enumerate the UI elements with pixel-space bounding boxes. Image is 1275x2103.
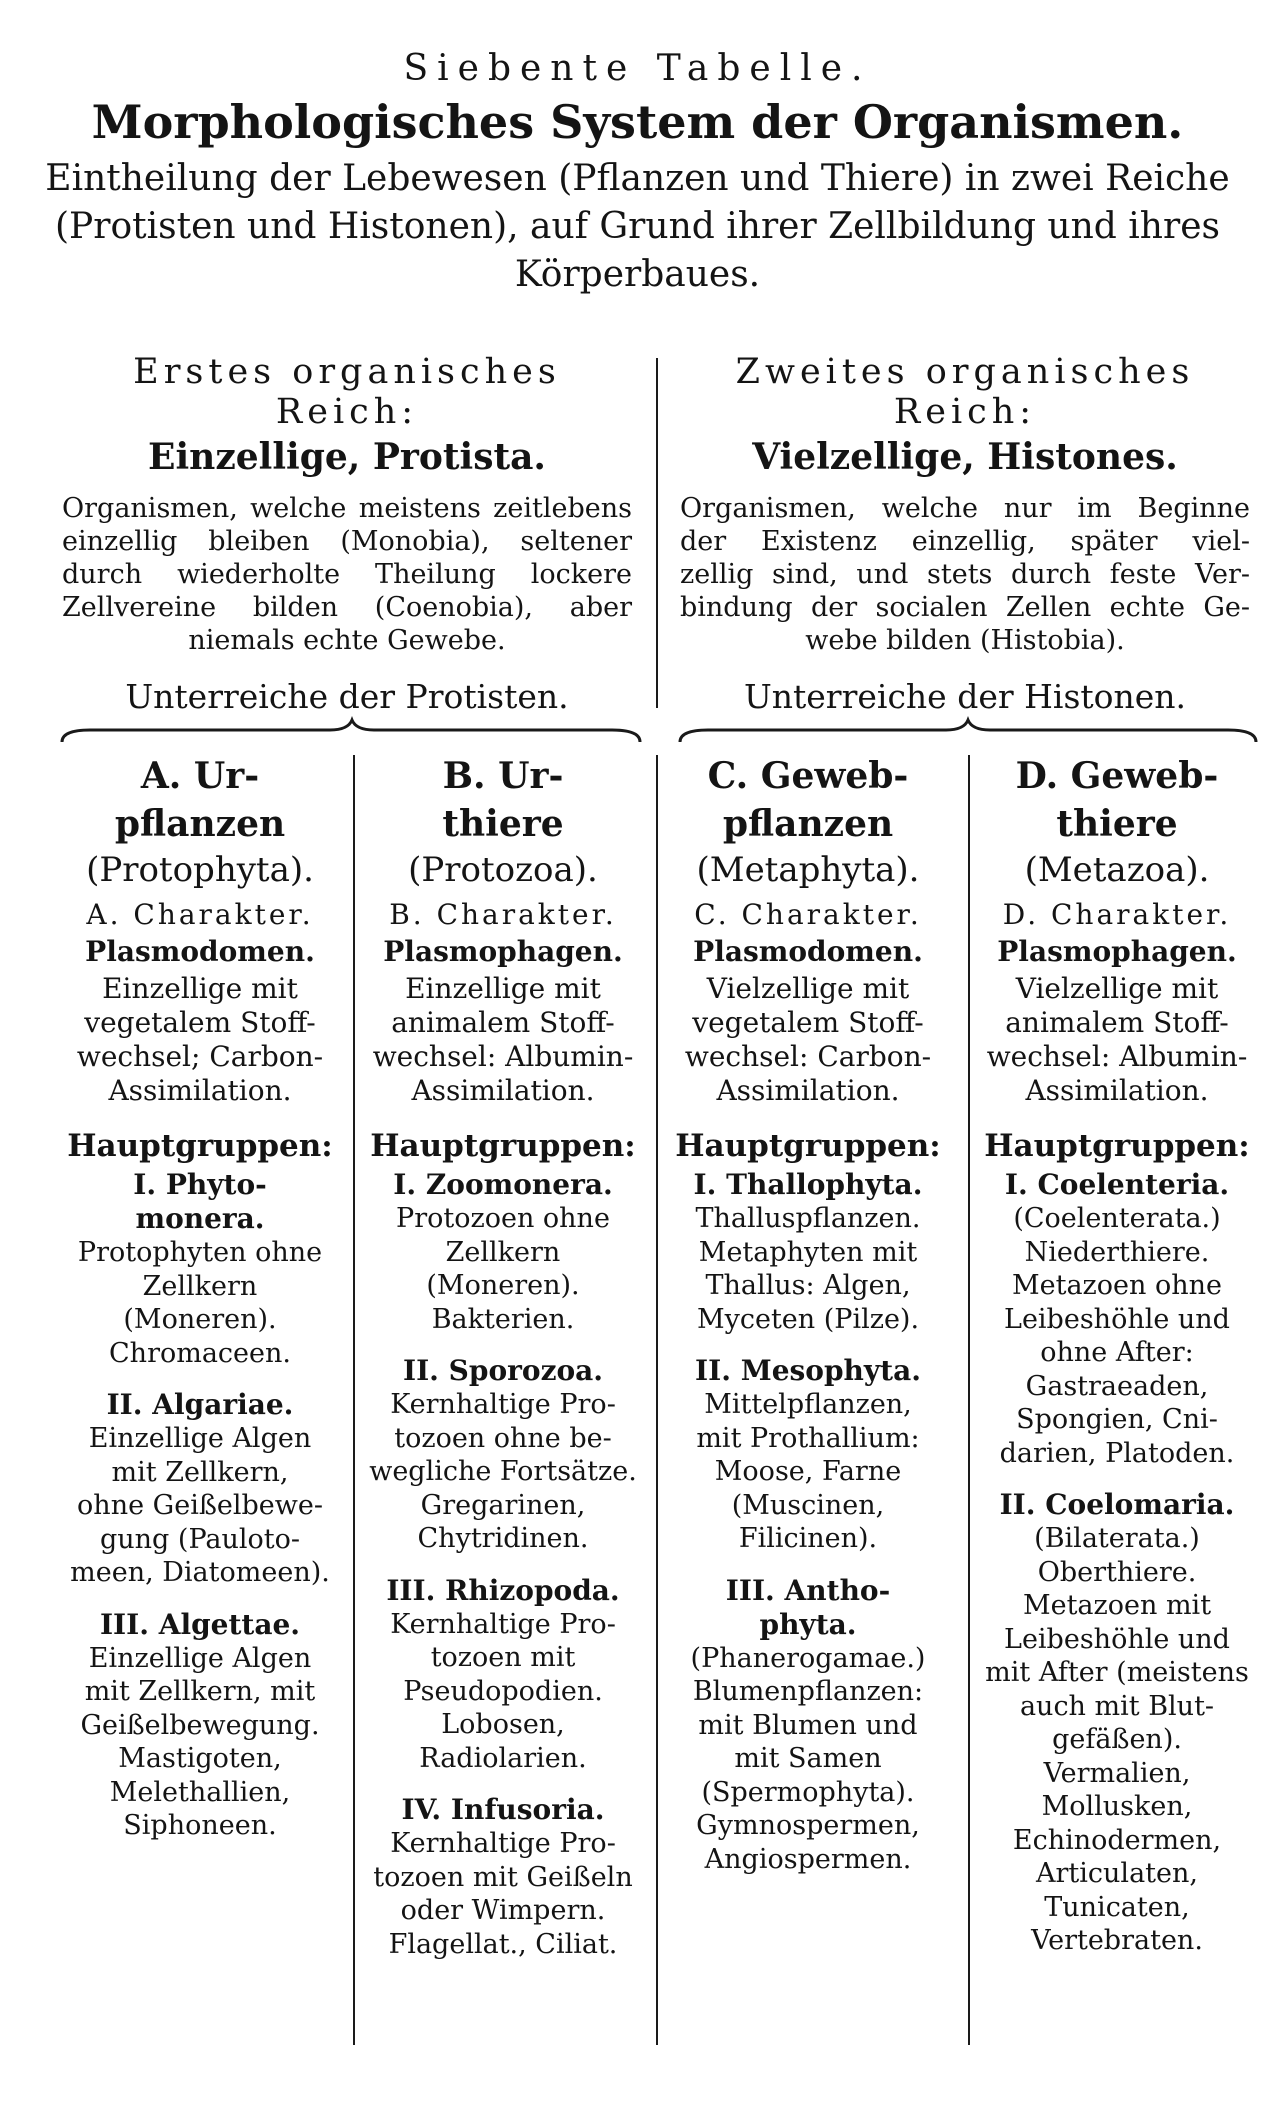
group-description-line: Protophyten ohne — [77, 1237, 323, 1268]
group-description — [358, 1202, 648, 1336]
description-line: Vielzellige mit — [706, 972, 910, 1005]
column-protozoa — [358, 752, 648, 1961]
group-description-line: Mastigoten, — [118, 1743, 282, 1774]
column-divider — [353, 755, 355, 2045]
group-description-line: mit Samen — [734, 1743, 882, 1774]
page-title: Morphologisches System der Organismen. — [91, 95, 1184, 149]
group-description-line: Articulaten, — [1036, 1858, 1198, 1889]
description-line: wechsel: Albumin- — [372, 1040, 634, 1073]
group-name — [55, 1388, 345, 1422]
group-name — [972, 1168, 1262, 1202]
group-description-line: meen, Diatomeen). — [70, 1557, 330, 1588]
group-description-line: tozoen mit Geißeln — [373, 1861, 633, 1893]
character-description — [55, 972, 345, 1108]
group-description-line: Tunicaten, — [1044, 1891, 1190, 1923]
description-line: Assimilation. — [716, 1074, 900, 1107]
group-description-line: Lobosen, — [441, 1709, 565, 1740]
character-label: B. Charakter. — [389, 898, 617, 931]
kingdom-heading: Erstes organisches Reich: — [133, 352, 561, 432]
kingdom-name: Einzellige, Protista. — [148, 436, 546, 478]
group-description — [358, 1608, 648, 1776]
nutrition-kind: Plasmodomen. — [85, 935, 315, 968]
group-description-line: tozoen ohne be- — [394, 1422, 612, 1454]
kingdom-protista — [62, 352, 632, 716]
group-description-line: oder Wimpern. — [400, 1895, 606, 1926]
subtitle — [0, 155, 1275, 299]
group-description-line: Gregarinen, — [420, 1489, 586, 1521]
column-title-line: pflanzen — [722, 803, 894, 845]
group-name-line: III. Rhizopoda. — [386, 1573, 620, 1607]
character-label: D. Charakter. — [1002, 898, 1232, 931]
description-line: Organismen, welche nur im Beginne — [680, 493, 1250, 524]
group-description-line: Niederthiere. — [1024, 1236, 1210, 1268]
description-line: zellig sind, und stets durch feste Ver- — [680, 559, 1250, 590]
subtitle-line: (Protisten und Histonen), auf Grund ihrer Zellbildung und ihres — [55, 206, 1220, 247]
group-description — [663, 1388, 953, 1556]
column-title-line: D. Geweb- — [1015, 755, 1219, 797]
group-name-line: monera. — [135, 1202, 265, 1235]
group-description-line: Chromaceen. — [109, 1337, 291, 1369]
group-description-line: (Moneren). — [123, 1304, 277, 1335]
description-line: Assimilation. — [1025, 1074, 1209, 1107]
group-name — [358, 1793, 648, 1827]
group-name-line: I. Phyto- — [133, 1168, 267, 1201]
group-description-line: Angiospermen. — [704, 1843, 912, 1875]
group-description-line: Echinodermen, — [1012, 1824, 1222, 1856]
group-description-line: wegliche Fortsätze. — [369, 1456, 637, 1487]
main-groups-heading: Hauptgruppen: — [370, 1128, 636, 1164]
group-description-line: Vermalien, — [1043, 1757, 1191, 1789]
group-description-line: (Bilaterata.) — [1034, 1523, 1200, 1554]
group-name-line: II. Mesophyta. — [695, 1354, 921, 1387]
subtitle-line: Eintheilung der Lebewesen (Pflanzen und Thiere) in zwei Reiche — [45, 158, 1230, 199]
description-line: animalem Stoff- — [1005, 1006, 1229, 1039]
group-name-line: phyta. — [759, 1607, 857, 1641]
group-description-line: Melethallien, — [109, 1776, 291, 1808]
group-description — [55, 1422, 345, 1590]
column-title-line: pflanzen — [114, 803, 286, 845]
group-name — [358, 1574, 648, 1608]
group-description-line: mit Zellkern, — [111, 1456, 289, 1488]
description-line: Assimilation. — [411, 1074, 595, 1107]
group-description-line: (Spermophyta). — [701, 1776, 915, 1808]
group-name-line: I. Coelenteria. — [1004, 1168, 1230, 1201]
group-description — [972, 1522, 1262, 1958]
description-line: bindung der socialen Zellen echte Ge- — [680, 592, 1250, 623]
kingdom-divider — [656, 358, 658, 708]
group-description-line: Mittelpflanzen, — [704, 1389, 912, 1420]
group-name — [663, 1574, 953, 1642]
description-line: Assimilation. — [108, 1074, 292, 1107]
group-description-line: Kernhaltige Pro- — [390, 1828, 616, 1859]
group-name — [972, 1488, 1262, 1522]
group-name-line: I. Zoomonera. — [393, 1168, 613, 1201]
group-description-line: Metazoen mit — [1022, 1590, 1212, 1621]
description-line: wechsel: Albumin- — [986, 1040, 1248, 1073]
description-line: wechsel: Carbon- — [684, 1040, 932, 1073]
kingdom-heading: Zweites organisches Reich: — [735, 352, 1195, 432]
group-description-line: gefäßen). — [1052, 1724, 1182, 1755]
group-description-line: Bakterien. — [431, 1303, 575, 1335]
group-description — [663, 1202, 953, 1336]
column-metazoa — [972, 752, 1262, 1958]
table-header — [0, 48, 1275, 299]
description-line: Einzellige mit — [405, 972, 601, 1005]
group-description-line: Moose, Farne — [714, 1456, 902, 1487]
group-name — [663, 1354, 953, 1388]
group-description-line: Protozoen ohne — [396, 1203, 610, 1234]
column-latin-name: (Metaphyta). — [696, 850, 920, 890]
group-description-line: Gastraeaden, — [1025, 1370, 1209, 1402]
group-description-line: mit Blumen und — [698, 1709, 918, 1741]
group-description-line: mit Prothallium: — [696, 1422, 920, 1454]
group-description-line: auch mit Blut- — [1019, 1690, 1215, 1722]
group-name-line: II. Algariae. — [106, 1388, 294, 1421]
group-name-line: II. Sporozoa. — [402, 1354, 604, 1387]
subkingdoms-heading: Unterreiche der Protisten. — [125, 677, 569, 716]
group-name — [663, 1168, 953, 1202]
group-description-line: Siphoneen. — [123, 1810, 277, 1841]
group-description-line: Chytridinen. — [417, 1523, 589, 1554]
main-groups-heading: Hauptgruppen: — [675, 1128, 941, 1164]
nutrition-kind: Plasmodomen. — [693, 935, 923, 968]
column-divider — [968, 755, 970, 2045]
group-description-line: Metazoen ohne — [1011, 1270, 1222, 1301]
description-line: niemals echte Gewebe. — [188, 625, 506, 656]
column-divider — [656, 755, 658, 2045]
character-description — [972, 972, 1262, 1108]
group-description-line: Leibeshöhle und — [1004, 1623, 1230, 1655]
group-name-line: III. Antho- — [725, 1573, 891, 1607]
group-description-line: Myceten (Pilze). — [696, 1303, 920, 1335]
description-line: Vielzellige mit — [1015, 972, 1219, 1005]
description-line: durch wiederholte Theilung lockere — [62, 559, 632, 590]
character-label: C. Charakter. — [694, 898, 922, 931]
column-latin-name: (Protozoa). — [408, 850, 598, 890]
kingdom-description — [680, 492, 1250, 657]
group-description — [358, 1827, 648, 1961]
description-line: Einzellige mit — [102, 972, 298, 1005]
column-title-line: B. Ur- — [442, 755, 564, 797]
group-description-line: Thalluspflanzen. — [695, 1203, 921, 1234]
group-description-line: mit After (meistens — [985, 1657, 1249, 1688]
group-description-line: Metaphyten mit — [698, 1236, 918, 1268]
group-name — [358, 1168, 648, 1202]
column-metaphyta — [663, 752, 953, 1876]
group-description-line: (Phanerogamae.) — [690, 1642, 926, 1674]
brace-protista — [62, 720, 640, 742]
table-kicker: Siebente Tabelle. — [403, 48, 872, 89]
main-groups-heading: Hauptgruppen: — [67, 1128, 333, 1164]
group-description-line: tozoen mit — [430, 1642, 576, 1673]
group-description-line: (Muscinen, — [731, 1489, 885, 1521]
description-line: der Existenz einzellig, später viel- — [680, 526, 1250, 557]
group-name-line: II. Coelomaria. — [999, 1488, 1235, 1521]
column-latin-name: (Protophyta). — [86, 850, 314, 890]
group-description-line: Leibeshöhle und — [1004, 1303, 1230, 1335]
group-description-line: darien, Platoden. — [999, 1437, 1235, 1469]
group-name-line: III. Algettae. — [99, 1607, 301, 1641]
description-line: webe bilden (Histobia). — [805, 625, 1125, 656]
column-title-line: A. Ur- — [140, 755, 260, 797]
brace-histones — [680, 720, 1256, 742]
group-description-line: Filicinen). — [738, 1523, 878, 1554]
group-description-line: Zellkern — [142, 1270, 258, 1302]
group-name-line: IV. Infusoria. — [401, 1793, 605, 1826]
brace-dividers — [0, 712, 1275, 748]
group-description-line: Einzellige Algen — [88, 1642, 312, 1674]
subkingdoms-heading: Unterreiche der Histonen. — [743, 677, 1187, 716]
group-description-line: Flagellat., Ciliat. — [388, 1928, 618, 1960]
main-groups-heading: Hauptgruppen: — [984, 1128, 1250, 1164]
group-description-line: ohne Geißelbewe- — [77, 1490, 323, 1521]
group-description-line: Geißelbewegung. — [80, 1709, 320, 1741]
group-description-line: Blumenpflanzen: — [692, 1676, 924, 1707]
group-description — [358, 1388, 648, 1556]
description-line: vegetalem Stoff- — [84, 1006, 316, 1039]
group-description-line: Oberthiere. — [1037, 1556, 1197, 1588]
description-line: vegetalem Stoff- — [692, 1006, 924, 1039]
group-description-line: Spongien, Cni- — [1016, 1404, 1218, 1435]
group-description-line: (Moneren). — [426, 1270, 580, 1301]
group-description — [663, 1642, 953, 1877]
description-line: einzellig bleiben (Monobia), seltener — [62, 526, 632, 557]
group-description-line: Gymnospermen, — [696, 1810, 920, 1841]
character-description — [358, 972, 648, 1108]
group-description-line: Mollusken, — [1041, 1791, 1193, 1822]
group-description-line: Pseudopodien. — [403, 1675, 603, 1707]
group-description-line: ohne After: — [1040, 1337, 1194, 1368]
kingdom-description — [62, 492, 632, 657]
column-latin-name: (Metazoa). — [1024, 850, 1210, 890]
character-description — [663, 972, 953, 1108]
group-description-line: gung (Pauloto- — [99, 1523, 301, 1555]
group-description — [972, 1202, 1262, 1470]
column-protophyta — [55, 752, 345, 1843]
column-title-line: thiere — [442, 803, 564, 845]
group-description-line: mit Zellkern, mit — [84, 1676, 316, 1707]
character-label: A. Charakter. — [86, 898, 314, 931]
description-line: Organismen, welche meistens zeitlebens — [62, 493, 632, 524]
group-description-line: Zellkern — [445, 1236, 561, 1268]
kingdom-histones — [680, 352, 1250, 716]
group-name — [55, 1168, 345, 1236]
column-title-line: thiere — [1056, 803, 1178, 845]
group-description-line: Radiolarien. — [419, 1742, 587, 1774]
column-title-line: C. Geweb- — [707, 755, 909, 797]
description-line: wechsel; Carbon- — [76, 1040, 324, 1073]
subtitle-line: Körperbaues. — [514, 254, 761, 295]
group-description-line: (Coelenterata.) — [1013, 1203, 1221, 1234]
group-name — [55, 1608, 345, 1642]
kingdom-name: Vielzellige, Histones. — [752, 436, 1178, 478]
group-name-line: I. Thallophyta. — [693, 1168, 923, 1201]
group-description-line: Einzellige Algen — [88, 1423, 312, 1454]
nutrition-kind: Plasmophagen. — [383, 935, 623, 968]
description-line: Zellvereine bilden (Coenobia), aber — [62, 592, 632, 623]
nutrition-kind: Plasmophagen. — [997, 935, 1237, 968]
description-line: animalem Stoff- — [391, 1006, 615, 1039]
group-name — [358, 1354, 648, 1388]
group-description-line: Kernhaltige Pro- — [390, 1389, 616, 1420]
group-description-line: Kernhaltige Pro- — [390, 1608, 616, 1640]
group-description-line: Vertebraten. — [1031, 1925, 1203, 1956]
group-description — [55, 1642, 345, 1843]
group-description — [55, 1236, 345, 1370]
group-description-line: Thallus: Algen, — [705, 1270, 911, 1301]
